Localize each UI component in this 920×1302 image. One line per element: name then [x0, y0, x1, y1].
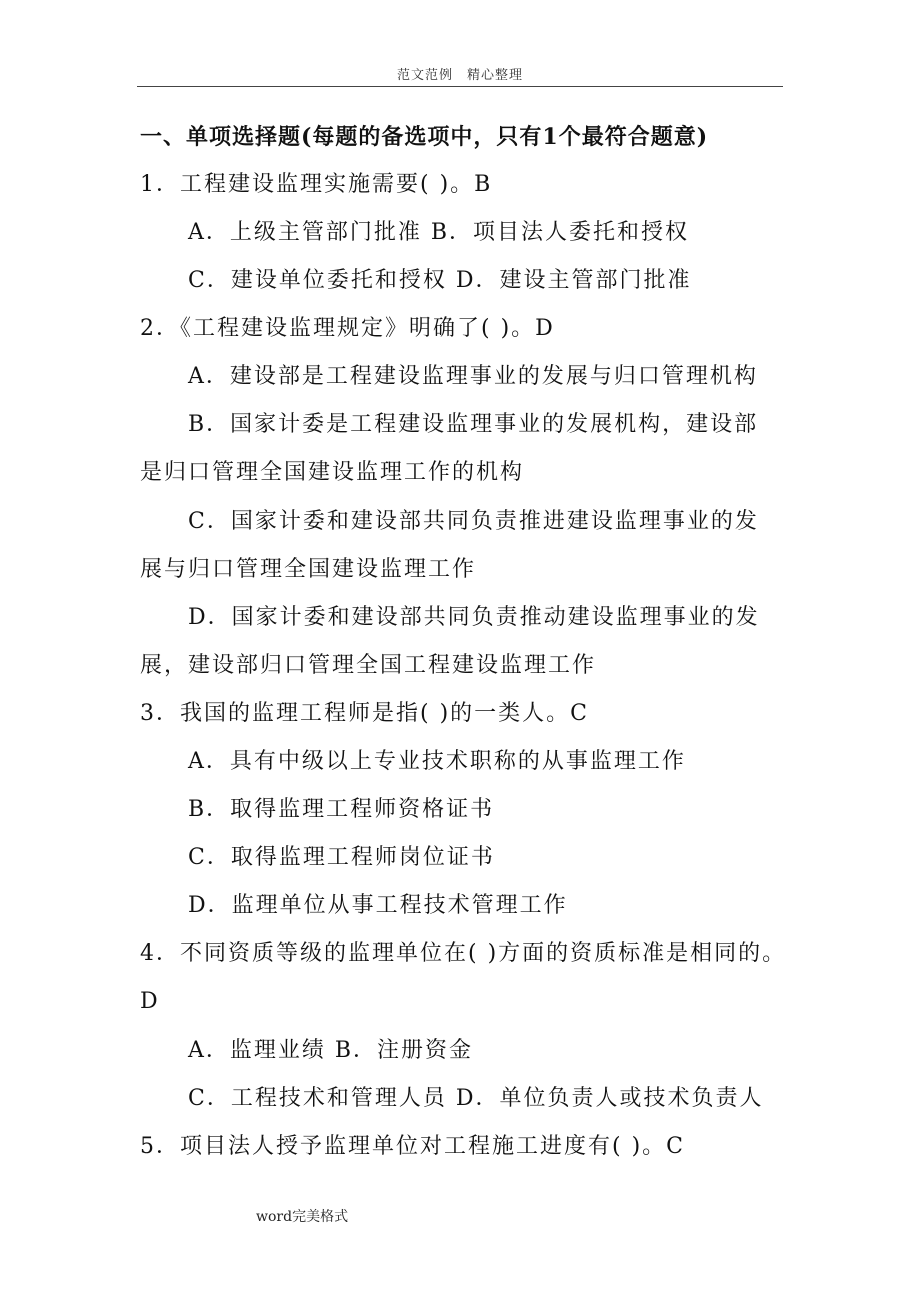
header-divider	[137, 86, 783, 87]
question-5: 5．项目法人授予监理单位对工程施工进度有( )。C	[140, 1134, 685, 1159]
question-2-option-b-cont: 是归口管理全国建设监理工作的机构	[140, 460, 525, 485]
question-2: 2．《工程建设监理规定》明确了( )。D	[140, 316, 555, 341]
question-4-options-ab: A．监理业绩 B．注册资金	[188, 1038, 474, 1063]
question-4: 4．不同资质等级的监理单位在( )方面的资质标准是相同的。	[140, 941, 787, 966]
question-3-option-c: C．取得监理工程师岗位证书	[188, 845, 495, 870]
page-footer: word完美格式	[256, 1209, 349, 1225]
question-3-option-a: A．具有中级以上专业技术职称的从事监理工作	[188, 749, 686, 774]
section-title: 一、单项选择题(每题的备选项中，只有1个最符合题意)	[140, 124, 709, 150]
question-2-option-a: A．建设部是工程建设监理事业的发展与归口管理机构	[188, 364, 758, 389]
question-2-option-d: D．国家计委和建设部共同负责推动建设监理事业的发	[188, 605, 760, 630]
question-1-options-ab: A．上级主管部门批准 B．项目法人委托和授权	[188, 220, 690, 245]
page-header: 范文范例 精心整理	[396, 68, 523, 83]
question-3-option-d: D．监理单位从事工程技术管理工作	[188, 893, 568, 918]
question-2-option-c-cont: 展与归口管理全国建设监理工作	[140, 557, 477, 582]
question-4-options-cd: C．工程技术和管理人员 D．单位负责人或技术负责人	[188, 1086, 764, 1111]
question-1: 1．工程建设监理实施需要( )。B	[140, 172, 493, 197]
question-4-answer: D	[140, 989, 160, 1014]
question-2-option-b: B．国家计委是工程建设监理事业的发展机构，建设部	[188, 412, 759, 437]
question-2-option-d-cont: 展，建设部归口管理全国工程建设监理工作	[140, 653, 597, 678]
question-1-options-cd: C．建设单位委托和授权 D．建设主管部门批准	[188, 268, 692, 293]
question-2-option-c: C．国家计委和建设部共同负责推进建设监理事业的发	[188, 509, 759, 534]
question-3-option-b: B．取得监理工程师资格证书	[188, 797, 495, 822]
question-3: 3．我国的监理工程师是指( )的一类人。C	[140, 701, 589, 726]
